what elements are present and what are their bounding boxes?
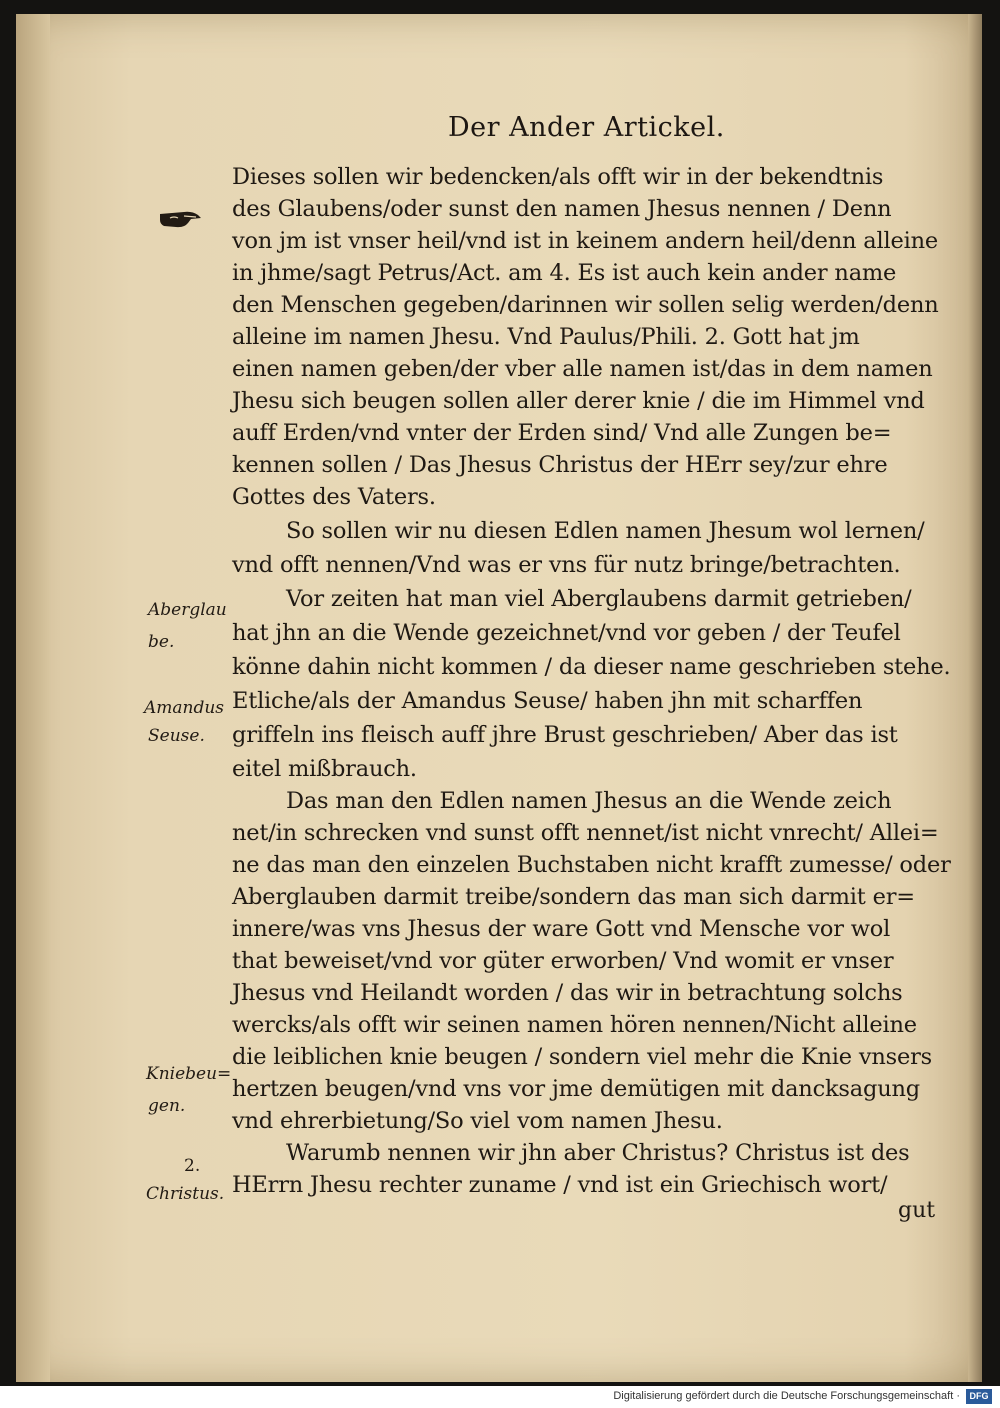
margin-note-christus: Christus.	[146, 1184, 225, 1204]
text-line: den Menschen gegeben/darinnen wir sollen selig werden/denn	[232, 292, 939, 318]
text-line: hat jhn an die Wende gezeichnet/vnd vor geben / der Teufel	[232, 620, 901, 646]
margin-note-amandus: Amandus	[144, 698, 225, 718]
text-line: vnd offt nennen/Vnd was er vns für nutz bringe/betrachten.	[232, 552, 901, 578]
margin-note-aberglaube: Aberglau	[148, 600, 227, 620]
text-line: eitel mißbrauch.	[232, 756, 417, 782]
margin-note-seuse: Seuse.	[148, 726, 205, 746]
text-line: von jm ist vnser heil/vnd ist in keinem andern heil/denn alleine	[232, 228, 939, 254]
page-gutter-edge	[16, 14, 50, 1382]
text-line: HErrn Jhesu rechter zuname / vnd ist ein Griechisch wort/	[232, 1172, 888, 1198]
margin-note-aberglaube-cont: be.	[148, 632, 175, 652]
text-line: Gottes des Vaters.	[232, 484, 436, 510]
pointing-hand-icon	[158, 206, 204, 236]
text-line: einen namen geben/der vber alle namen ist/das in dem namen	[232, 356, 933, 382]
text-line: net/in schrecken vnd sunst offt nennet/ist nicht vnrecht/ Allei=	[232, 820, 939, 846]
text-line: könne dahin nicht kommen / da dieser name geschrieben stehe.	[232, 654, 951, 680]
text-line: Dieses sollen wir bedencken/als offt wir in der bekendtnis	[232, 164, 884, 190]
text-line: Das man den Edlen namen Jhesus an die Wende zeich	[286, 788, 892, 814]
text-line: Jhesus vnd Heilandt worden / das wir in betrachtung solchs	[232, 980, 903, 1006]
text-line: hertzen beugen/vnd vns vor jme demütigen mit dancksagung	[232, 1076, 920, 1102]
text-line: Warumb nennen wir jhn aber Christus? Christus ist des	[286, 1140, 910, 1166]
margin-note-kniebeugen-cont: gen.	[148, 1096, 186, 1116]
text-line: kennen sollen / Das Jhesus Christus der HErr sey/zur ehre	[232, 452, 888, 478]
text-line: innere/was vns Jhesus der ware Gott vnd Mensche vor wol	[232, 916, 891, 942]
text-line: Etliche/als der Amandus Seuse/ haben jhn mit scharffen	[232, 688, 863, 714]
dfg-logo: DFG	[966, 1389, 992, 1404]
text-line: Jhesu sich beugen sollen aller derer knie / die im Himmel vnd	[232, 388, 925, 414]
text-line: griffeln ins fleisch auff jhre Brust geschrieben/ Aber das ist	[232, 722, 898, 748]
text-line: in jhme/sagt Petrus/Act. am 4. Es ist auch kein ander name	[232, 260, 897, 286]
footer-credit: Digitalisierung gefördert durch die Deutsche Forschungsgemeinschaft ·	[613, 1390, 960, 1402]
catchword: gut	[898, 1198, 936, 1223]
text-line: auff Erden/vnd vnter der Erden sind/ Vnd alle Zungen be=	[232, 420, 892, 446]
text-line: alleine im namen Jhesu. Vnd Paulus/Phili. 2. Gott hat jm	[232, 324, 860, 350]
text-line: ne das man den einzelen Buchstaben nicht krafft zumesse/ oder	[232, 852, 951, 878]
text-line: des Glaubens/oder sunst den namen Jhesus nennen / Denn	[232, 196, 892, 222]
text-line: Vor zeiten hat man viel Aberglaubens darmit getrieben/	[286, 586, 912, 612]
margin-note-kniebeugen: Kniebeu=	[146, 1064, 232, 1084]
text-line: wercks/als offt wir seinen namen hören nennen/Nicht alleine	[232, 1012, 917, 1038]
text-line: that beweiset/vnd vor güter erworben/ Vnd womit er vnser	[232, 948, 894, 974]
page-fore-edge	[968, 14, 982, 1382]
footer-bar	[0, 1386, 1000, 1408]
running-head: Der Ander Artickel.	[448, 112, 725, 143]
text-line: So sollen wir nu diesen Edlen namen Jhesum wol lernen/	[286, 518, 925, 544]
text-line: die leiblichen knie beugen / sondern viel mehr die Knie vnsers	[232, 1044, 933, 1070]
text-line: Aberglauben darmit treibe/sondern das man sich darmit er=	[232, 884, 915, 910]
text-line: vnd ehrerbietung/So viel vom namen Jhesu.	[232, 1108, 723, 1134]
margin-note-number: 2.	[184, 1156, 201, 1176]
